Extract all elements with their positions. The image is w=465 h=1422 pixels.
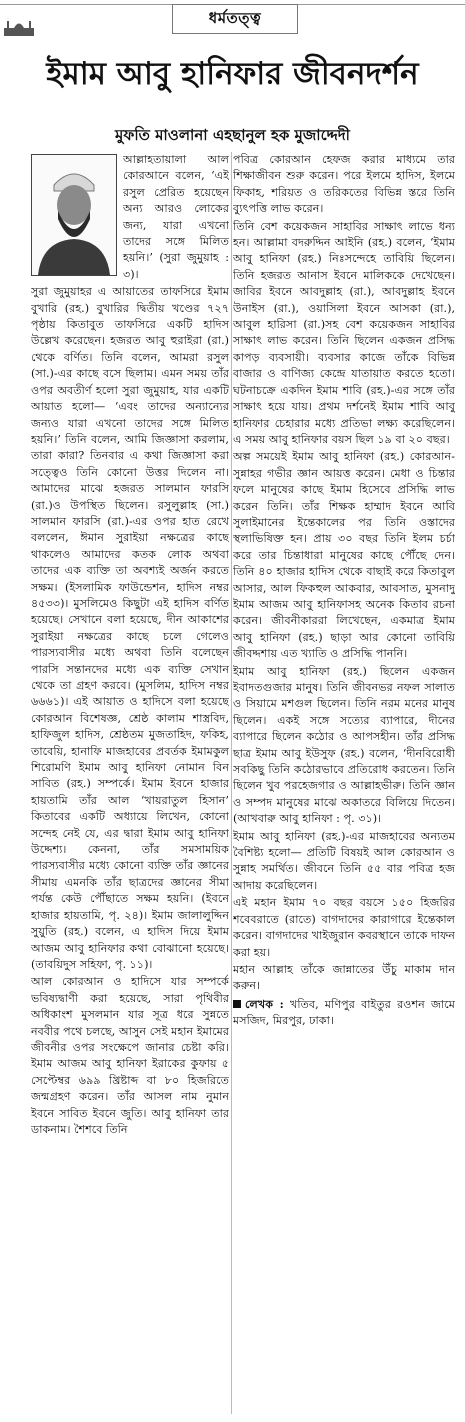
section-label: ধর্মতত্ত্ব: [172, 4, 298, 34]
paragraph: ইমাম আবু হানিফা (রহ.) ছিলেন একজন ইবাদতগুজার মানুষ। তিনি জীবনভর নফল সালাত ও সিয়ামে মশগুল ছিলেন। তিনি নরম মনের মানুষ ছিলেন। একই সঙ্গে সত্যের ব্যাপারে, দীনের ব্যাপারে ছিলেন কঠোর ও আপসহীন। তাঁর প্রসিদ্ধ ছাত্র ইমাম আবু ইউসুফ (রহ.) বলেন, ‘দীনবিরোধী সবকিছু তিনি কঠোরভাবে প্রতিরোধ করতেন। তিনি ছিলেন খুব পরহেজগার ও আল্লাহভীরু। তিনি জ্ঞান ও সম্পদ মানুষের মাঝে অকাতরে বিলিয়ে দিতেন। (আখবারু আবু হানিফা : পৃ. ৩১)।: [233, 664, 455, 826]
square-bullet-icon: [233, 1000, 241, 1008]
mosque-icon: [4, 18, 34, 36]
credit-text: খতিব, মণিপুর বাইতুর রওশন জামে মসজিদ, মিরপুর, ঢাকা।: [233, 997, 455, 1028]
credit-label: লেখক :: [245, 996, 284, 1011]
paragraph: অল্প সময়েই ইমাম আবু হানিফা (রহ.) কোরআন-সুন্নাহর গভীর জ্ঞান আয়ত্ত করেন। মেধা ও চিন্তার ফলে মানুষের কাছে ইমাম হিসেবে প্রসিদ্ধি লাভ করেন তিনি। তাঁর শিক্ষক হাম্মাদ ইবনে আবি সুলাইমানের ইন্তেকালের পর তিনি ওস্তাদের স্থলাভিষিক্ত হন। প্রায় ৩০ বছর তিনি ইলম চর্চা করে তার চিন্তাধারা মানুষের কাছে পৌঁছে দেন। তিনি ৪০ হাজার হাদিস থেকে বাছাই করে কিতাবুল আসার, আল ফিকহুল আকবার, আবসাত, মুসনাদু ইমাম আজম আবু হানিফাসহ অনেক কিতাব রচনা করেন। জীবনীকাররা লিখেছেন, একমাত্র ইমাম আবু হানিফা (রহ.) ছাড়া আর কোনো তাবিয়ি জীবদ্দশায় এত খ্যাতি ও প্রসিদ্ধি পাননি।: [233, 450, 455, 661]
article-title: ইমাম আবু হানিফার জীবনদর্শন: [46, 56, 419, 92]
column-divider: [231, 152, 232, 1414]
right-column: [233, 152, 455, 1414]
paragraph: সুরা জুমুয়াহর এ আয়াতের তাফসিরে ইমাম বুখারি (রহ.) বুখারির দ্বিতীয় খণ্ডের ৭২৭ পৃষ্ঠায় কিতাবুত তাফসিরে একটি হাদিস উল্লেখ করেছেন। হজরত আবু হুরাইরা (রা.) থেকে বর্ণিত। তিনি বলেন, আমরা রসুল (সা.)-এর কাছে বসে ছিলাম। এমন সময় তাঁর ওপর অবতীর্ণ হলো সুরা জুমুয়াহ, যার একটি আয়াত হলো— ‘এবং তাদের অন্যান্যের জন্যও যারা এখনো তাদের সঙ্গে মিলিত হয়নি।’ তিনি বলেন, আমি জিজ্ঞাসা করলাম, তারা কারা? তিনবার এ কথা জিজ্ঞাসা করা সত্ত্বেও তিনি কোনো উত্তর দিলেন না। আমাদের মাঝে হজরত সালমান ফারসি (রা.)ও উপস্থিত ছিলেন। রসুলুল্লাহ (সা.) সালমান ফারসি (রা.)-এর ওপর হাত রেখে বললেন, ঈমান সুরাইয়া নক্ষত্রের কাছে থাকলেও আমাদের কতক লোক অথবা তাদের এক ব্যক্তি তা অবশ্যই অর্জন করতে সক্ষম। (ইসলামিক ফাউন্ডেশন, হাদিস নম্বর ৪৫৩৩)। মুসলিমেও কিছুটা এই হাদিস বর্ণিত হয়েছে। সেখানে বলা হয়েছে, দীন আকাশের সুরাইয়া নক্ষত্রের কাছে চলে গেলেও পারস্যবাসীর মধ্যে অথবা তিনি বলেছেন পারসি সন্তানদের মধ্যে এক ব্যক্তি সেখান থেকে তা গ্রহণ করবে। (মুসলিম, হাদিস নম্বর ৬৬৬১)। এই আয়াত ও হাদিসে বলা হয়েছে কোরআন বিশেষজ্ঞ, শ্রেষ্ঠ কালাম শাস্ত্রবিদ, হাফিজুল হাদিস, শ্রেষ্ঠতম মুজতাহিদ, ফকিহ, তাবেয়ি, হানাফি মাজহাবের প্রবর্তক ইমামকুল শিরোমণি ইমাম আবু হানিফা নোমান বিন সাবিত (রহ.) সম্পর্কে। ইমাম ইবনে হাজার হায়তামি তাঁর আল ‘খায়রাতুল হিসান’ কিতাবের একটি অধ্যায়ে লিখেন, কোনো সন্দেহ নেই যে, এর দ্বারা ইমাম আবু হানিফা উদ্দেশ্য। কেননা, তাঁর সমসাময়িক পারস্যবাসীর মধ্যে কোনো ব্যক্তি তাঁর জ্ঞানের সীমায় এমনকি তাঁর ছাত্রদের জ্ঞানের সীমা পর্যন্ত কেউ পৌঁছাতে সক্ষম হয়নি। (ইবনে হাজার হায়তামি, পৃ. ২৪)। ইমাম জালালুদ্দিন সুয়ুতি (রহ.) বলেন, এ হাদিস দিয়ে ইমাম আজম আবু হানিফার কথা বোঝানো হয়েছে। (তাবয়িদুস সহিফা, পৃ. ১১)।: [31, 285, 229, 971]
paragraph: আল্লাহতায়ালা আল কোরআনে বলেন, ‘এই রসুল প্রেরিত হয়েছেন অন্য আরও লোকের জন্য, যারা এখনো তাদের সঙ্গে মিলিত হয়নি।’ (সুরা জুমুয়াহ : ৩)।: [123, 153, 229, 281]
paragraph: আল কোরআন ও হাদিসে যার সম্পর্কে ভবিষ্যদ্বাণী করা হয়েছে, সারা পৃথিবীর অধিকাংশ মুসলমান যার সূত্র ধরে সুন্নতে নববীর পথে চলছে, আসুন সেই মহান ইমামের জীবনীর ওপর সংক্ষেপে জানার চেষ্টা করি। ইমাম আজম আবু হানিফা ইরাকের কুফায় ৫ সেপ্টেম্বর ৬৯৯ খ্রিষ্টাব্দ বা ৮০ হিজরিতে জন্মগ্রহণ করেন। তাঁর আসল নাম নুমান ইবনে সাবিত ইবনে জুতি। আবু হানিফা তার ডাকনাম। শৈশবে তিনি: [31, 975, 229, 1136]
paragraph: মহান আল্লাহ তাঁকে জান্নাতের উঁচু মাকাম দান করুন।: [233, 962, 455, 993]
paragraph: পবিত্র কোরআন হেফজ করার মাধ্যমে তার শিক্ষাজীবন শুরু করেন। পরে ইলমে হাদিস, ইলমে ফিকাহ, শরিয়ত ও তরিকতের বিভিন্ন স্তরে তিনি ব্যুৎপত্তি লাভ করেন।: [233, 153, 455, 216]
left-column: [31, 152, 229, 1400]
paragraph: এই মহান ইমাম ৭০ বছর বয়সে ১৫০ হিজরির শবেবরাতে (রাতে) বাগদাদের কারাগারে ইন্তেকাল করেন। বাগদাদের খাইজুরান কবরস্থানে তাকে দাফন করা হয়।: [233, 896, 455, 959]
paragraph: তিনি বেশ কয়েকজন সাহাবির সাক্ষাৎ লাভে ধন্য হন। আল্লামা বদরুদ্দিন আইনি (রহ.) বলেন, ‘ইমাম আবু হানিফা (রহ.) নিঃসন্দেহে তাবিয়ি ছিলেন। তিনি হজরত আনাস ইবনে মালিককে দেখেছেন। জাবির ইবনে আবদুল্লাহ (রা.), আবদুল্লাহ ইবনে উনাইস (রা.), ওয়াসিলা ইবনে আসকা (রা.), আবুল হারিসা (রা.)সহ বেশ কয়েকজন সাহাবির সাক্ষাৎ লাভ করেন। তিনি ছিলেন একজন প্রসিদ্ধ কাপড় ব্যবসায়ী। ব্যবসার কাজে তাঁকে বিভিন্ন বাজার ও বাণিজ্য কেন্দ্রে যাতায়াত করতে হতো। ঘটনাচক্রে একদিন ইমাম শাবি (রহ.)-এর সঙ্গে তাঁর সাক্ষাৎ হয়ে যায়। প্রথম দর্শনেই ইমাম শাবি আবু হানিফার চেহারার মধ্যে প্রতিভা লক্ষ্য করেছিলেন। এ সময় আবু হানিফার বয়স ছিল ১৯ বা ২০ বছর।: [233, 219, 455, 446]
paragraph: ইমাম আবু হানিফা (রহ.)-এর মাজহাবের অন্যতম বৈশিষ্ট্য হলো— প্রতিটি বিষয়ই আল কোরআন ও সুন্নাহ সমর্থিত। জীবনে তিনি ৫৫ বার পবিত্র হজ আদায় করেছিলেন।: [233, 829, 455, 892]
author-photo: [31, 154, 117, 276]
author-credit: [233, 996, 455, 1030]
article-author: মুফতি মাওলানা এহছানুল হক মুজাদ্দেদী: [115, 126, 350, 144]
